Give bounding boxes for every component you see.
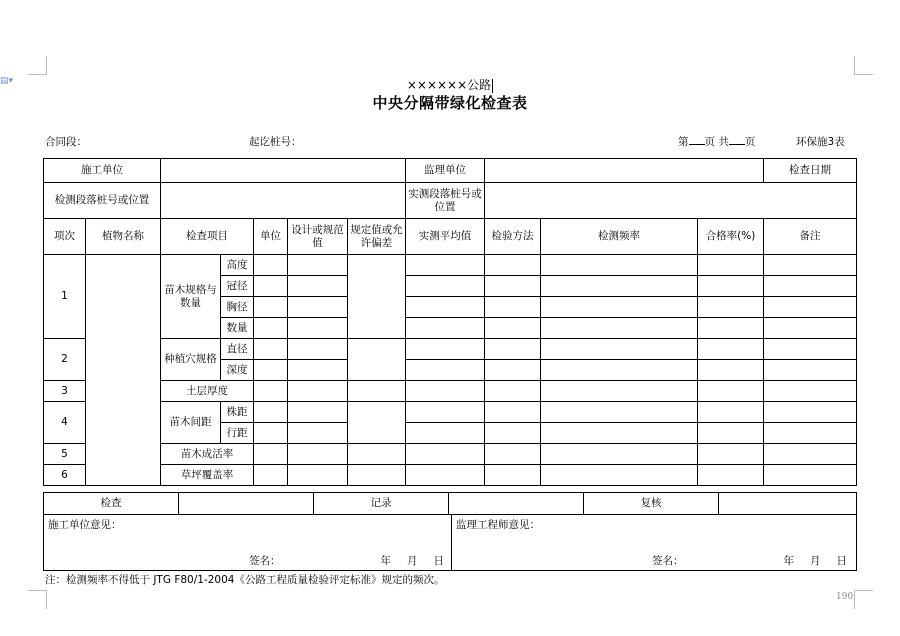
data-cell[interactable] xyxy=(406,339,485,360)
data-cell[interactable] xyxy=(485,297,541,318)
supervision-unit-value[interactable] xyxy=(485,159,764,183)
data-cell[interactable] xyxy=(406,465,485,486)
data-cell[interactable] xyxy=(485,255,541,276)
crop-mark-top-right xyxy=(854,56,873,75)
data-cell[interactable] xyxy=(764,255,857,276)
group-label: 苗木间距 xyxy=(161,402,221,444)
data-cell[interactable] xyxy=(254,276,288,297)
data-cell[interactable] xyxy=(485,465,541,486)
data-cell[interactable] xyxy=(764,444,857,465)
item-no: 4 xyxy=(44,402,86,444)
data-cell[interactable] xyxy=(764,360,857,381)
data-cell[interactable] xyxy=(254,255,288,276)
item-no: 1 xyxy=(44,255,86,339)
engineer-opinion-label: 监理工程师意见： xyxy=(456,519,540,531)
data-cell[interactable] xyxy=(406,255,485,276)
form-code: 环保施3表 xyxy=(796,136,845,148)
data-cell[interactable] xyxy=(698,297,764,318)
data-cell[interactable] xyxy=(254,339,288,360)
crop-mark-bottom-left xyxy=(28,590,47,609)
data-cell[interactable] xyxy=(406,276,485,297)
construction-unit-label: 施工单位 xyxy=(44,159,161,183)
col-pass-rate: 合格率(%) xyxy=(698,219,764,255)
col-tolerance: 规定值或允许偏差 xyxy=(348,219,406,255)
data-cell[interactable] xyxy=(698,381,764,402)
data-cell[interactable] xyxy=(764,465,857,486)
data-cell[interactable] xyxy=(288,423,348,444)
data-cell[interactable] xyxy=(406,297,485,318)
data-cell[interactable] xyxy=(485,339,541,360)
check-item-label: 草坪覆盖率 xyxy=(161,465,254,486)
data-cell[interactable] xyxy=(288,360,348,381)
sub-item-label: 行距 xyxy=(221,423,254,444)
data-cell[interactable] xyxy=(541,276,698,297)
contractor-opinion-label: 施工单位意见： xyxy=(48,519,122,531)
data-cell[interactable] xyxy=(764,318,857,339)
item-no: 6 xyxy=(44,465,86,486)
data-cell[interactable] xyxy=(698,360,764,381)
data-cell[interactable] xyxy=(288,381,348,402)
contractor-opinion[interactable] xyxy=(44,515,452,571)
data-cell[interactable] xyxy=(541,423,698,444)
data-cell[interactable] xyxy=(764,297,857,318)
data-cell[interactable] xyxy=(288,297,348,318)
data-cell[interactable] xyxy=(541,444,698,465)
location-value[interactable] xyxy=(161,183,406,219)
data-cell[interactable] xyxy=(541,360,698,381)
review-value[interactable] xyxy=(719,493,857,515)
data-cell[interactable] xyxy=(764,402,857,423)
data-cell[interactable] xyxy=(764,339,857,360)
check-date-label: 检查日期 xyxy=(764,159,857,183)
data-cell[interactable] xyxy=(698,255,764,276)
data-cell[interactable] xyxy=(698,402,764,423)
sub-item-label: 胸径 xyxy=(221,297,254,318)
col-plant-name: 植物名称 xyxy=(86,219,161,255)
engineer-opinion[interactable] xyxy=(452,515,857,571)
sub-item-label: 株距 xyxy=(221,402,254,423)
engineer-signature-line: 签名： 年 月 日 xyxy=(652,555,847,567)
station-label: 起讫桩号： xyxy=(249,136,302,148)
data-cell[interactable] xyxy=(288,255,348,276)
tolerance-cell[interactable] xyxy=(348,402,406,444)
data-cell[interactable] xyxy=(698,465,764,486)
data-cell[interactable] xyxy=(254,423,288,444)
data-cell[interactable] xyxy=(406,444,485,465)
data-cell[interactable] xyxy=(698,444,764,465)
data-cell[interactable] xyxy=(541,402,698,423)
actual-location-label: 实测段落桩号或位置 xyxy=(406,183,485,219)
data-cell[interactable] xyxy=(485,402,541,423)
data-cell[interactable] xyxy=(485,318,541,339)
signoff-row xyxy=(43,492,857,515)
page-counter: 第 页 共 页 xyxy=(678,136,756,148)
group-label: 苗木规格与数量 xyxy=(161,255,221,339)
data-cell[interactable] xyxy=(288,339,348,360)
contract-label: 合同段： xyxy=(45,136,87,148)
tolerance-cell[interactable] xyxy=(348,255,406,339)
data-cell[interactable] xyxy=(485,276,541,297)
data-cell[interactable] xyxy=(485,381,541,402)
data-cell[interactable] xyxy=(348,381,406,402)
tolerance-cell[interactable] xyxy=(348,339,406,381)
col-test-method: 检验方法 xyxy=(485,219,541,255)
data-cell[interactable] xyxy=(541,465,698,486)
data-cell[interactable] xyxy=(406,402,485,423)
data-cell[interactable] xyxy=(541,339,698,360)
data-cell[interactable] xyxy=(698,318,764,339)
layout-options-icon[interactable]: ▤▾ xyxy=(0,76,14,86)
data-cell[interactable] xyxy=(254,444,288,465)
review-label: 复核 xyxy=(584,493,719,515)
col-check-item: 检查项目 xyxy=(161,219,254,255)
crop-mark-top-left xyxy=(28,56,47,75)
check-value[interactable] xyxy=(179,493,314,515)
data-cell[interactable] xyxy=(541,297,698,318)
data-cell[interactable] xyxy=(698,423,764,444)
data-cell[interactable] xyxy=(698,276,764,297)
opinions-table xyxy=(43,514,857,571)
data-cell[interactable] xyxy=(698,339,764,360)
data-cell[interactable] xyxy=(254,402,288,423)
inspection-table xyxy=(43,158,857,486)
data-cell[interactable] xyxy=(764,381,857,402)
data-cell[interactable] xyxy=(485,360,541,381)
data-cell[interactable] xyxy=(406,318,485,339)
crop-mark-bottom-right xyxy=(854,590,873,609)
data-cell[interactable] xyxy=(406,423,485,444)
data-cell[interactable] xyxy=(541,381,698,402)
data-cell[interactable] xyxy=(288,402,348,423)
data-cell[interactable] xyxy=(406,360,485,381)
item-no: 2 xyxy=(44,339,86,381)
col-remarks: 备注 xyxy=(764,219,857,255)
check-item-label: 土层厚度 xyxy=(161,381,254,402)
sub-item-label: 高度 xyxy=(221,255,254,276)
data-cell[interactable] xyxy=(254,360,288,381)
record-value[interactable] xyxy=(449,493,584,515)
col-design: 设计或规范值 xyxy=(288,219,348,255)
data-cell[interactable] xyxy=(288,318,348,339)
data-cell[interactable] xyxy=(348,465,406,486)
data-cell[interactable] xyxy=(288,465,348,486)
col-measured-avg: 实测平均值 xyxy=(406,219,485,255)
data-cell[interactable] xyxy=(254,381,288,402)
record-label: 记录 xyxy=(314,493,449,515)
data-cell[interactable] xyxy=(485,444,541,465)
item-no: 3 xyxy=(44,381,86,402)
data-cell[interactable] xyxy=(485,423,541,444)
data-cell[interactable] xyxy=(254,318,288,339)
data-cell[interactable] xyxy=(348,444,406,465)
item-no: 5 xyxy=(44,444,86,465)
contractor-signature-line: 签名： 年 月 日 xyxy=(249,555,444,567)
sub-item-label: 数量 xyxy=(221,318,254,339)
check-label: 检查 xyxy=(44,493,179,515)
data-cell[interactable] xyxy=(254,465,288,486)
route-title: ××××××公路 xyxy=(406,78,492,92)
location-label: 检测段落桩号或位置 xyxy=(44,183,161,219)
data-cell[interactable] xyxy=(764,276,857,297)
sub-item-label: 直径 xyxy=(221,339,254,360)
col-item-no: 项次 xyxy=(44,219,86,255)
data-cell[interactable] xyxy=(541,255,698,276)
data-cell[interactable] xyxy=(541,318,698,339)
data-cell[interactable] xyxy=(288,276,348,297)
col-unit: 单位 xyxy=(254,219,288,255)
construction-unit-value[interactable] xyxy=(161,159,406,183)
group-label: 种植穴规格 xyxy=(161,339,221,381)
actual-location-value[interactable] xyxy=(485,183,857,219)
page-number: 190 xyxy=(836,592,854,602)
check-item-label: 苗木成活率 xyxy=(161,444,254,465)
data-cell[interactable] xyxy=(406,381,485,402)
footnote: 注：检测频率不得低于 JTG F80/1-2004《公路工程质量检验评定标准》规定的频次。 xyxy=(45,574,445,586)
text-cursor xyxy=(492,79,493,93)
col-frequency: 检测频率 xyxy=(541,219,698,255)
data-cell[interactable] xyxy=(288,444,348,465)
supervision-unit-label: 监理单位 xyxy=(406,159,485,183)
sub-item-label: 冠径 xyxy=(221,276,254,297)
form-title: 中央分隔带绿化检查表 xyxy=(372,94,528,112)
sub-item-label: 深度 xyxy=(221,360,254,381)
data-cell[interactable] xyxy=(254,297,288,318)
data-cell[interactable] xyxy=(764,423,857,444)
plant-name-cell[interactable] xyxy=(86,255,161,486)
